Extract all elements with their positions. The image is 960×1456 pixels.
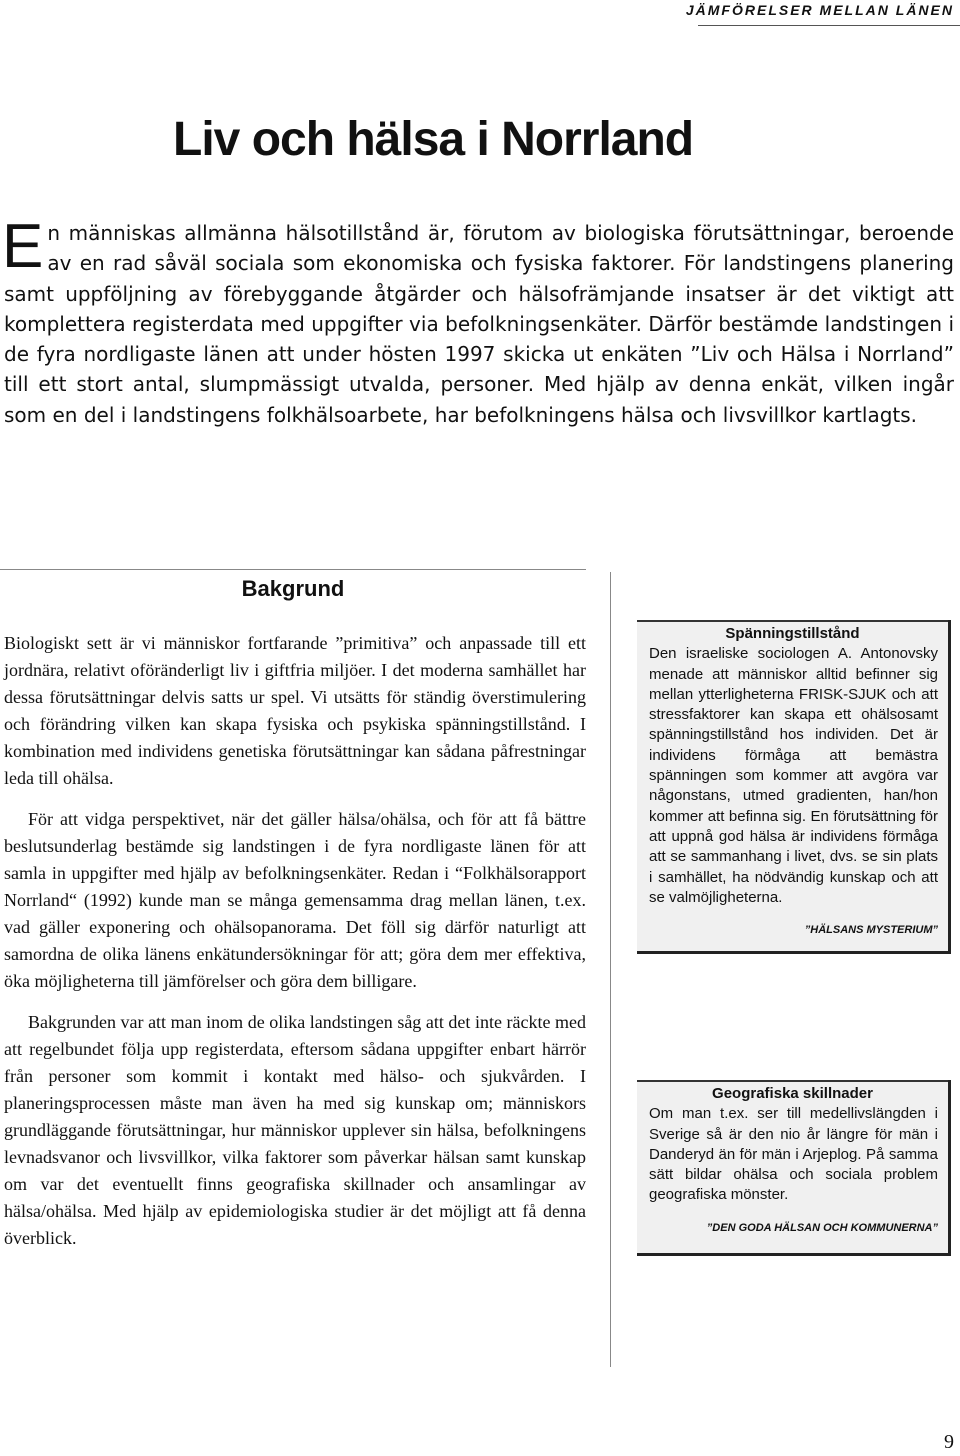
sidebar-title: Geografiska skillnader xyxy=(712,1085,873,1102)
body-paragraph: Bakgrunden var att man inom de olika landstingen såg att det inte räckte med att regelbundet följa upp registerdata, eftersom sådana uppgifter enbart härrör från personer som kommit i kontakt med hälso- och sjukvården. I planeringsprocessen måste man även ha med sig kunskap om; människors grundläggande förutsättningar, hur människor upplever sin hälsa, befolkningens levnadsvanor och livsvillkor, vilka faktorer som påverkar hälsan samt kunskap om var det eventuellt finns geografiska skillnader och ansamlingar av hälsa/ohälsa. Med hjälp av epidemiologiska studier är det möjligt att få denna överblick. xyxy=(4,1012,586,1248)
header-rule xyxy=(698,25,960,26)
sidebar-box-spanningstillstand xyxy=(637,620,951,954)
sidebar-source: ”HÄLSANS MYSTERIUM” xyxy=(804,924,938,937)
page-title: Liv och hälsa i Norrland xyxy=(173,113,694,166)
sidebar-box-geografiska-skillnader xyxy=(637,1080,951,1256)
sidebar-text: Den israeliske sociologen A. Antonovsky menade att människor alltid befinner sig mellan ytterligheterna FRISK-SJUK och att stressfaktorer kan skapa ett ohälsosamt spänningstillstånd hos individen. Det är individens förmåga att bemästra spänningen som kommer att avgöra var någonstans, utmed gradienten, han/hon kommer att befinna sig. En förutsättning för att uppnå god hälsa är individens förmåga att se sammanhang i livet, dvs. se sin plats i samhället, ha nödvändig kunskap och att se valmöjligheterna. xyxy=(649,645,938,906)
column-divider xyxy=(610,572,611,1367)
section-rule xyxy=(0,569,586,570)
drop-cap: E xyxy=(2,212,44,281)
body-text xyxy=(4,630,586,1266)
sidebar-source: ”DEN GODA HÄLSAN OCH KOMMUNERNA” xyxy=(706,1221,938,1234)
running-header: JÄMFÖRELSER MELLAN LÄNEN xyxy=(685,2,954,18)
intro-paragraph xyxy=(2,212,954,430)
sidebar-title: Spänningstillstånd xyxy=(725,625,860,642)
intro-text: n människas allmänna hälsotillstånd är, förutom av biologiska förutsättningar, beroende av en rad såväl sociala som ekonomiska och fysiska faktorer. För landstingens planering samt uppföljning av förebyggande åtgärder och hälsofrämjande insatser är det viktigt att komplettera registerdata med uppgifter via befolkningsenkäter. Därför bestämde landstingen i de fyra nordligaste länen att under hösten 1997 skicka ut enkäten ”Liv och Hälsa i Norrland” till ett stort antal, slumpmässigt utvalda, personer. Med hjälp av denna enkät, vilken ingår som en del i landstingens folkhälsoarbete, har befolkningens hälsa och livsvillkor kartlagts. xyxy=(4,221,954,427)
section-title: Bakgrund xyxy=(241,576,345,601)
body-paragraph: Biologiskt sett är vi människor fortfarande ”primitiva” och anpassade till ett jordnära, relativt oföränderligt liv i giftfria miljöer. I det moderna samhället har dessa förutsättningar delvis satts ur spel. Vi utsätts för ständig överstimulering och förändring vilken kan skapa fysiska och psykiska spänningstillstånd. I kombination med individens genetiska förutsättningar kan sådana påfrestningar leda till ohälsa. xyxy=(4,633,586,788)
sidebar-text: Om man t.ex. ser till medellivslängden i Sverige så är den nio år längre för män i Danderyd än för män i Arjeplog. På samma sätt bildar ohälsa och sociala problem geografiska mönster. xyxy=(649,1105,938,1204)
page-number: 9 xyxy=(944,1431,954,1453)
body-paragraph: För att vidga perspektivet, när det gäller hälsa/ohälsa, och för att få bättre beslutsunderlag bestämde sig landstingen i de fyra nordligaste länen för att samla in uppgifter med hjälp av befolkningsenkäter. Redan i “Folkhälsorapport Norrland“ (1992) kunde man se många gemensamma drag mellan länen, t.ex. vad gäller exponering och ohälsopanorama. Det föll sig därför naturligt att samordna de olika länens enkätundersökningar för att; göra dem mer effektiva, öka möjligheterna till jämförelser och göra dem billigare. xyxy=(4,809,586,991)
